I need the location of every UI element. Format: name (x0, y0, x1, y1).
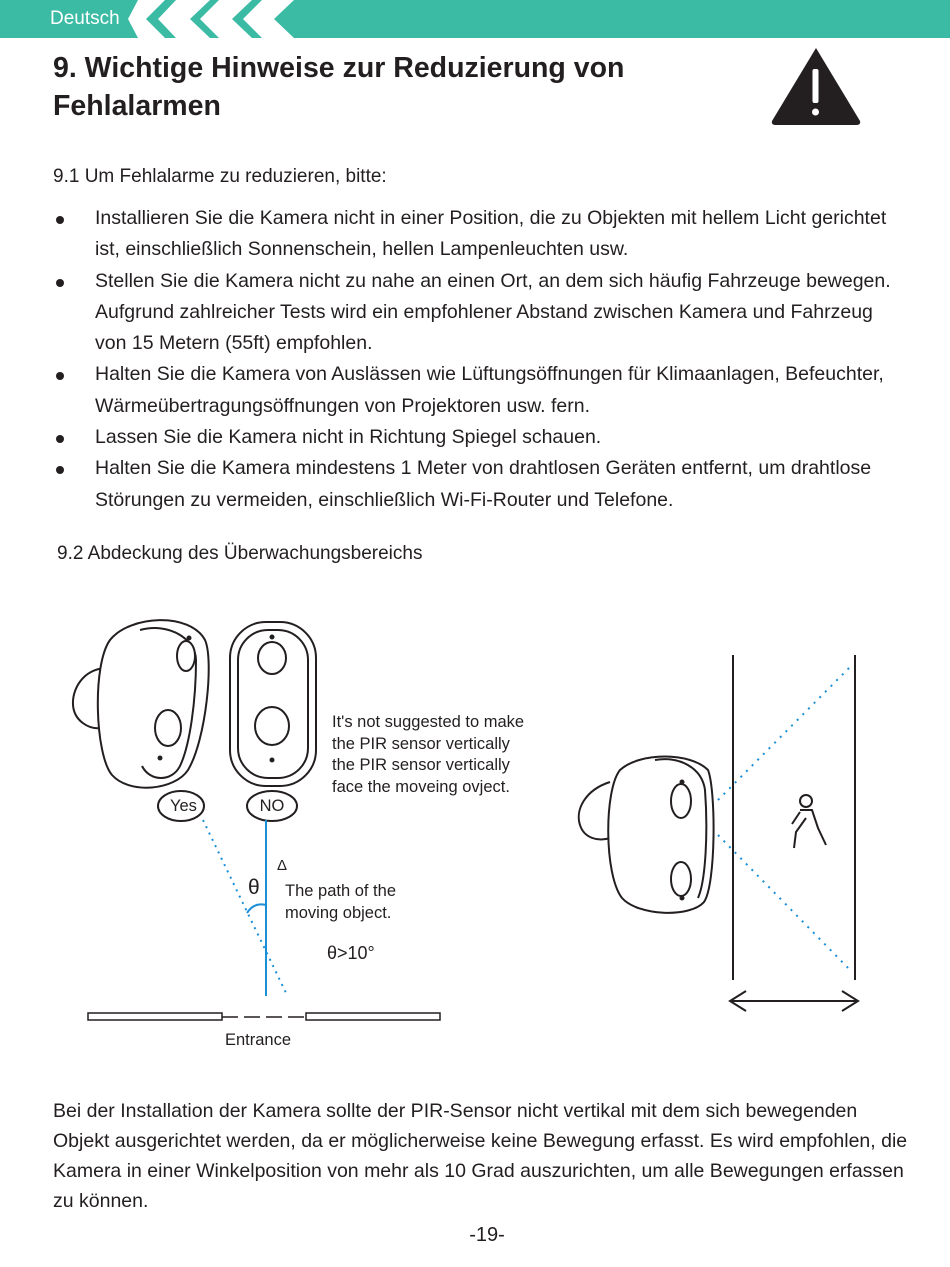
entrance-label: Entrance (225, 1031, 292, 1049)
yes-label: Yes (170, 797, 197, 815)
right-wall (306, 1013, 440, 1020)
list-item (0, 359, 907, 422)
header-banner-graphic (0, 0, 950, 38)
bullet-dot (56, 372, 64, 380)
list-item (0, 422, 907, 453)
path-note-line: moving object. (285, 903, 392, 922)
theta-symbol: θ (248, 876, 260, 899)
delta-symbol: Δ (277, 857, 288, 874)
pir-note (332, 712, 524, 798)
warning-triangle-icon (769, 45, 863, 127)
side-camera-icon (579, 757, 714, 913)
bullet-text: Installieren Sie die Kamera nicht in einer Position, die zu Objekten mit hellem Licht gerichtet ist, einschließlich Sonnenschein, hellen Lampenleuchten usw. (95, 207, 887, 261)
angled-camera-icon (73, 620, 209, 788)
bullet-text: Lassen Sie die Kamera nicht in Richtung Spiegel schauen. (95, 426, 602, 449)
coverage-lower-line (718, 835, 852, 972)
pir-note-line: the PIR sensor vertically (332, 734, 510, 753)
bullet-dot (56, 466, 64, 474)
pir-note-line: face the moveing ovject. (332, 777, 510, 796)
pir-note-line: It's not suggested to make (332, 713, 525, 731)
angle-arc (247, 904, 266, 913)
walking-person-icon (792, 795, 826, 848)
page-title: 9. Wichtige Hinweise zur Reduzierung von Fehlalarmen (53, 52, 625, 122)
bullet-text: Stellen Sie die Kamera nicht zu nahe an einen Ort, an dem sich häufig Fahrzeuge bewegen. Aufgrund zahlreicher Tests wird ein empfohlener Abstand zwischen Kamera und Fahrzeug von 15 Metern (55ft) empfohlen. (95, 269, 891, 355)
bullet-dot (56, 216, 64, 224)
angle-condition: θ>10° (327, 943, 375, 963)
bullet-text: Halten Sie die Kamera mindestens 1 Meter von drahtlosen Geräten entfernt, um drahtlose Störungen zu vermeiden, einschließlich Wi-Fi-Router und Telefone. (95, 457, 872, 511)
language-header-bar (0, 0, 950, 38)
section-heading-9-1: 9.1 Um Fehlalarme zu reduzieren, bitte: (53, 166, 387, 187)
path-note-line: The path of the (285, 882, 396, 900)
bullet-dot (56, 435, 64, 443)
page-number: -19- (469, 1224, 505, 1246)
bottom-paragraph: Bei der Installation der Kamera sollte der PIR-Sensor nicht vertikal mit dem sich bewegenden Objekt ausgerichtet werden, da er möglicherweise keine Bewegung erfasst. Es wird empfohlen, die Kamera in einer Winkelposition von mehr als 10 Grad auszurichten, um alle Bewegungen erfassen zu können. (53, 1100, 908, 1212)
front-camera-icon (230, 622, 316, 786)
no-label: NO (259, 797, 285, 815)
section-heading-9-2: 9.2 Abdeckung des Überwachungsbereichs (57, 543, 423, 564)
list-item (0, 203, 907, 266)
bullet-dot (56, 279, 64, 287)
coverage-upper-line (718, 665, 852, 800)
bullet-text: Halten Sie die Kamera von Auslässen wie Lüftungsöffnungen für Klimaanlagen, Befeuchter, Wärmeübertragungsöffnungen von Projektoren usw. fern. (95, 363, 884, 417)
language-label: Deutsch (50, 8, 120, 29)
list-item (0, 266, 907, 360)
pir-note-line: the PIR sensor vertically (332, 756, 510, 774)
list-item (0, 453, 907, 516)
bullet-list (0, 203, 907, 516)
left-wall (88, 1013, 222, 1020)
angled-detection-line (203, 820, 287, 995)
coverage-area-illustration (575, 650, 875, 1020)
path-note (285, 881, 396, 924)
